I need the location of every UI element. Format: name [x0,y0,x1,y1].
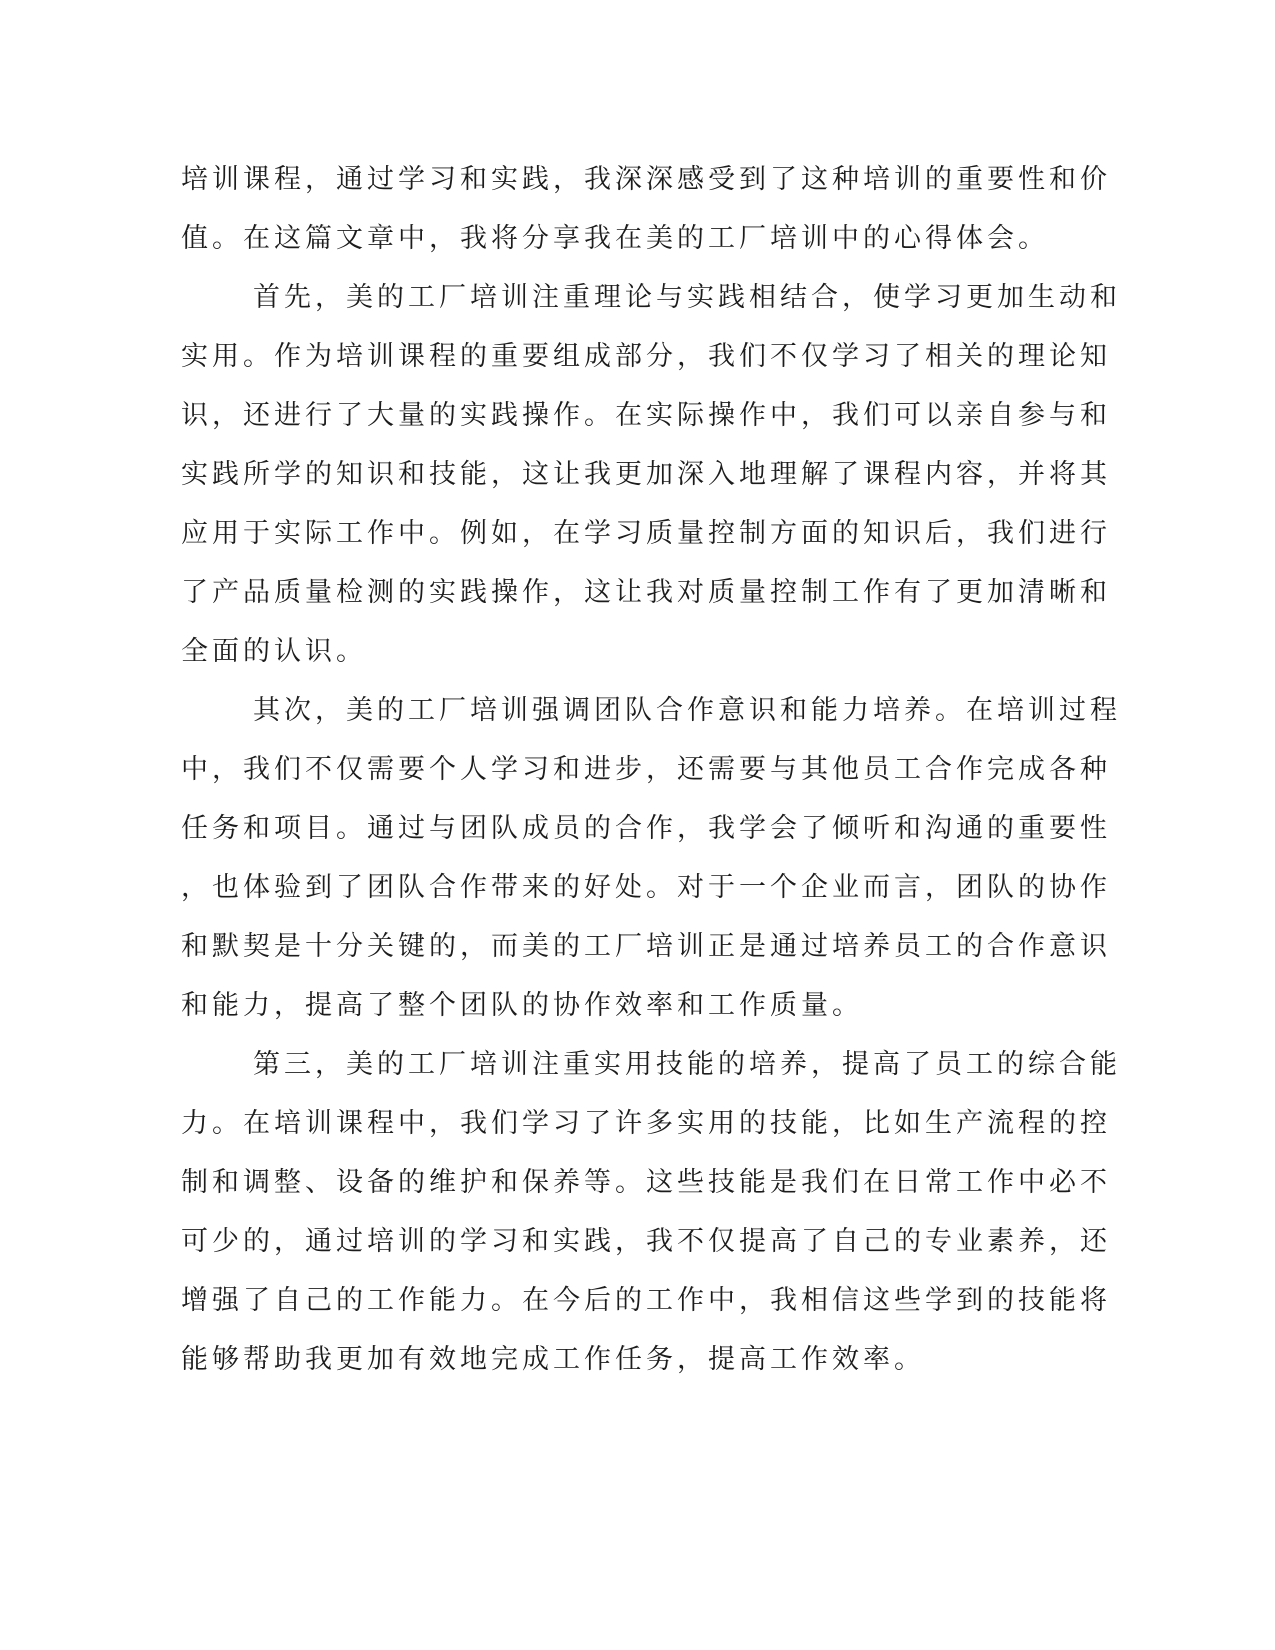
paragraph-second-point [181,681,1121,1035]
paragraph-line: 中，我们不仅需要个人学习和进步，还需要与其他员工合作完成各种 [181,754,1111,785]
paragraph-line: 和能力，提高了整个团队的协作效率和工作质量。 [181,990,863,1021]
paragraph-line: 首先，美的工厂培训注重理论与实践相结合，使学习更加生动和 [253,282,1121,313]
document-body [181,150,1121,1389]
paragraph-line: 力。在培训课程中，我们学习了许多实用的技能，比如生产流程的控 [181,1108,1111,1139]
paragraph-line: 值。在这篇文章中，我将分享我在美的工厂培训中的心得体会。 [181,223,1049,254]
paragraph-line: 任务和项目。通过与团队成员的合作，我学会了倾听和沟通的重要性 [181,813,1111,844]
paragraph-first-point [181,268,1121,681]
paragraph-line: 其次，美的工厂培训强调团队合作意识和能力培养。在培训过程 [253,695,1121,726]
paragraph-line: 第三，美的工厂培训注重实用技能的培养，提高了员工的综合能 [253,1049,1121,1080]
paragraph-line: 可少的，通过培训的学习和实践，我不仅提高了自己的专业素养，还 [181,1226,1111,1257]
paragraph-line: 实用。作为培训课程的重要组成部分，我们不仅学习了相关的理论知 [181,341,1111,372]
paragraph-line: 识，还进行了大量的实践操作。在实际操作中，我们可以亲自参与和 [181,400,1111,431]
paragraph-line: 增强了自己的工作能力。在今后的工作中，我相信这些学到的技能将 [181,1285,1111,1316]
paragraph-intro [181,150,1111,268]
paragraph-line: ，也体验到了团队合作带来的好处。对于一个企业而言，团队的协作 [181,872,1111,903]
paragraph-line: 应用于实际工作中。例如，在学习质量控制方面的知识后，我们进行 [181,518,1111,549]
paragraph-line: 和默契是十分关键的，而美的工厂培训正是通过培养员工的合作意识 [181,931,1111,962]
paragraph-line: 培训课程，通过学习和实践，我深深感受到了这种培训的重要性和价 [181,164,1111,195]
paragraph-line: 能够帮助我更加有效地完成工作任务，提高工作效率。 [181,1344,925,1375]
paragraph-line: 全面的认识。 [181,636,367,667]
paragraph-line: 了产品质量检测的实践操作，这让我对质量控制工作有了更加清晰和 [181,577,1111,608]
paragraph-third-point [181,1035,1121,1389]
paragraph-line: 制和调整、设备的维护和保养等。这些技能是我们在日常工作中必不 [181,1167,1111,1198]
paragraph-line: 实践所学的知识和技能，这让我更加深入地理解了课程内容，并将其 [181,459,1111,490]
